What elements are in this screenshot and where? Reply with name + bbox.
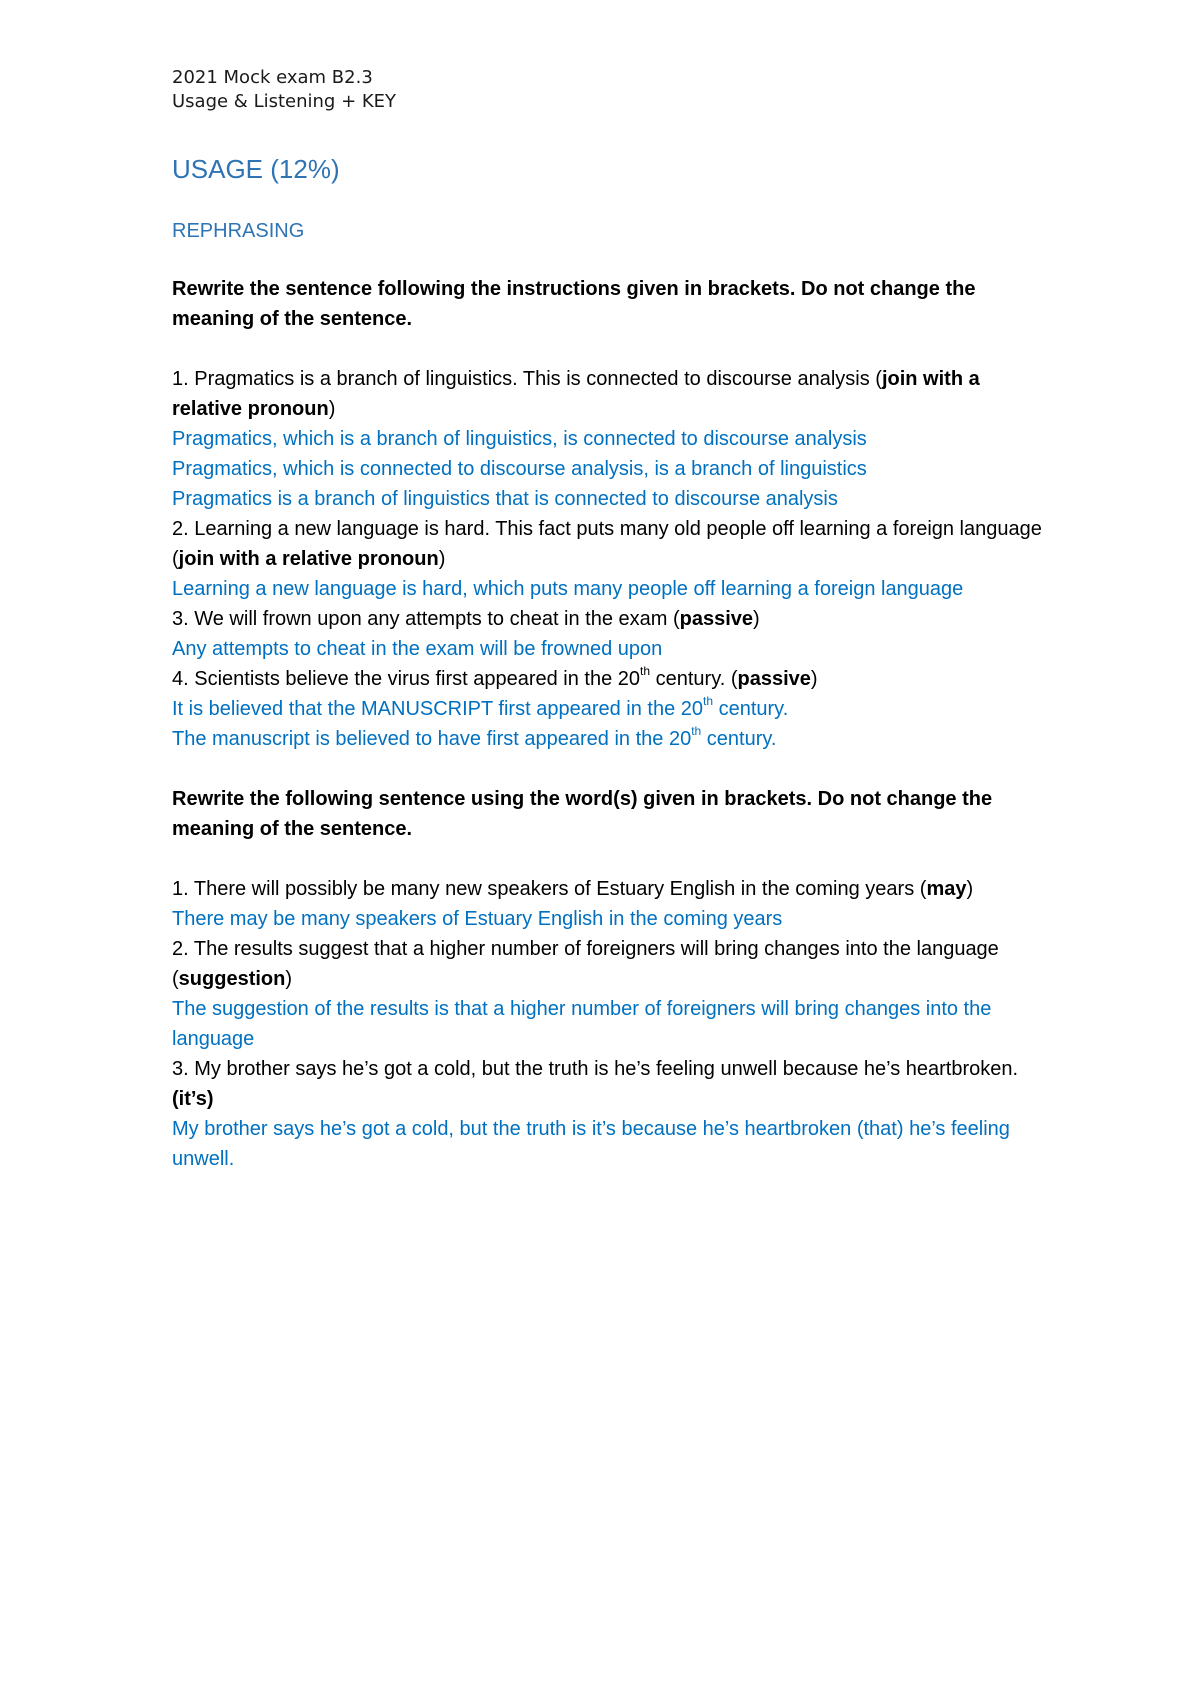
question-hint: join with a relative pronoun — [178, 548, 439, 570]
question-text: 4. Scientists believe the virus first appeared in the 20 — [172, 668, 641, 690]
question-close: ) — [438, 548, 446, 570]
question-3 — [172, 604, 1052, 634]
question-hint: may — [926, 878, 967, 900]
question-hint: passive — [737, 668, 811, 690]
question-text: 3. We will frown upon any attempts to cheat in the exam ( — [172, 608, 680, 630]
part1-instruction: Rewrite the sentence following the instructions given in brackets. Do not change the meaning of the sentence. — [172, 278, 976, 330]
section-title: USAGE (12%) — [172, 154, 340, 184]
superscript: th — [703, 694, 714, 709]
answer-text-after: century. — [713, 698, 789, 720]
answer-line — [172, 694, 1052, 724]
answer-line: Learning a new language is hard, which puts many people off learning a foreign language — [172, 578, 964, 600]
question-hint: passive — [679, 608, 754, 630]
superscript: th — [691, 724, 702, 739]
exam-title: 2021 Mock exam B2.3 — [172, 67, 373, 88]
question-4 — [172, 664, 1052, 694]
question-close: ) — [285, 968, 293, 990]
question-close: ) — [810, 668, 818, 690]
question-hint: suggestion — [178, 968, 286, 990]
answer-line: Pragmatics, which is connected to discourse analysis, is a branch of linguistics — [172, 458, 867, 480]
part1-exercise — [172, 364, 1052, 754]
answer-line: My brother says he’s got a cold, but the truth is it’s because he’s heartbroken (that) he’s feeling unwell. — [172, 1118, 1010, 1170]
answer-line: Pragmatics is a branch of linguistics that is connected to discourse analysis — [172, 488, 838, 510]
question-text: 1. Pragmatics is a branch of linguistics. This is connected to discourse analysis ( — [172, 368, 882, 390]
question-text-after: century. ( — [650, 668, 738, 690]
answer-line — [172, 724, 1052, 754]
exam-subtitle: Usage & Listening + KEY — [172, 91, 397, 112]
part2-instruction: Rewrite the following sentence using the word(s) given in brackets. Do not change the meaning of the sentence. — [172, 788, 993, 840]
answer-line: There may be many speakers of Estuary English in the coming years — [172, 908, 783, 930]
question-1 — [172, 364, 1052, 424]
answer-line: The suggestion of the results is that a higher number of foreigners will bring changes into the language — [172, 998, 992, 1050]
answer-line: Any attempts to cheat in the exam will be frowned upon — [172, 638, 663, 660]
subsection-title: REPHRASING — [172, 220, 305, 242]
answer-text-after: century. — [701, 728, 777, 750]
superscript: th — [640, 664, 651, 679]
document-page — [172, 66, 1052, 1174]
answer-line: Pragmatics, which is a branch of linguistics, is connected to discourse analysis — [172, 428, 867, 450]
question-text: 2. Learning a new language is hard. This fact puts many old people off learning a foreign language ( — [172, 518, 1042, 570]
question-hint: (it’s) — [172, 1088, 214, 1110]
answer-text: The manuscript is believed to have first appeared in the 20 — [172, 728, 692, 750]
answer-text: It is believed that the MANUSCRIPT first appeared in the 20 — [172, 698, 704, 720]
question-hint: join with a relative pronoun — [172, 368, 980, 420]
question-close: ) — [328, 398, 336, 420]
question-text: 2. The results suggest that a higher number of foreigners will bring changes into the language ( — [172, 938, 999, 990]
question-text: 3. My brother says he’s got a cold, but the truth is he’s feeling unwell because he’s heartbroken. — [172, 1058, 1019, 1080]
question-3 — [172, 1054, 1052, 1114]
question-2 — [172, 934, 1052, 994]
question-text: 1. There will possibly be many new speakers of Estuary English in the coming years ( — [172, 878, 927, 900]
part2-exercise — [172, 874, 1052, 1174]
question-close: ) — [753, 608, 760, 630]
question-close: ) — [966, 878, 974, 900]
question-1 — [172, 874, 1052, 904]
question-2 — [172, 514, 1052, 574]
